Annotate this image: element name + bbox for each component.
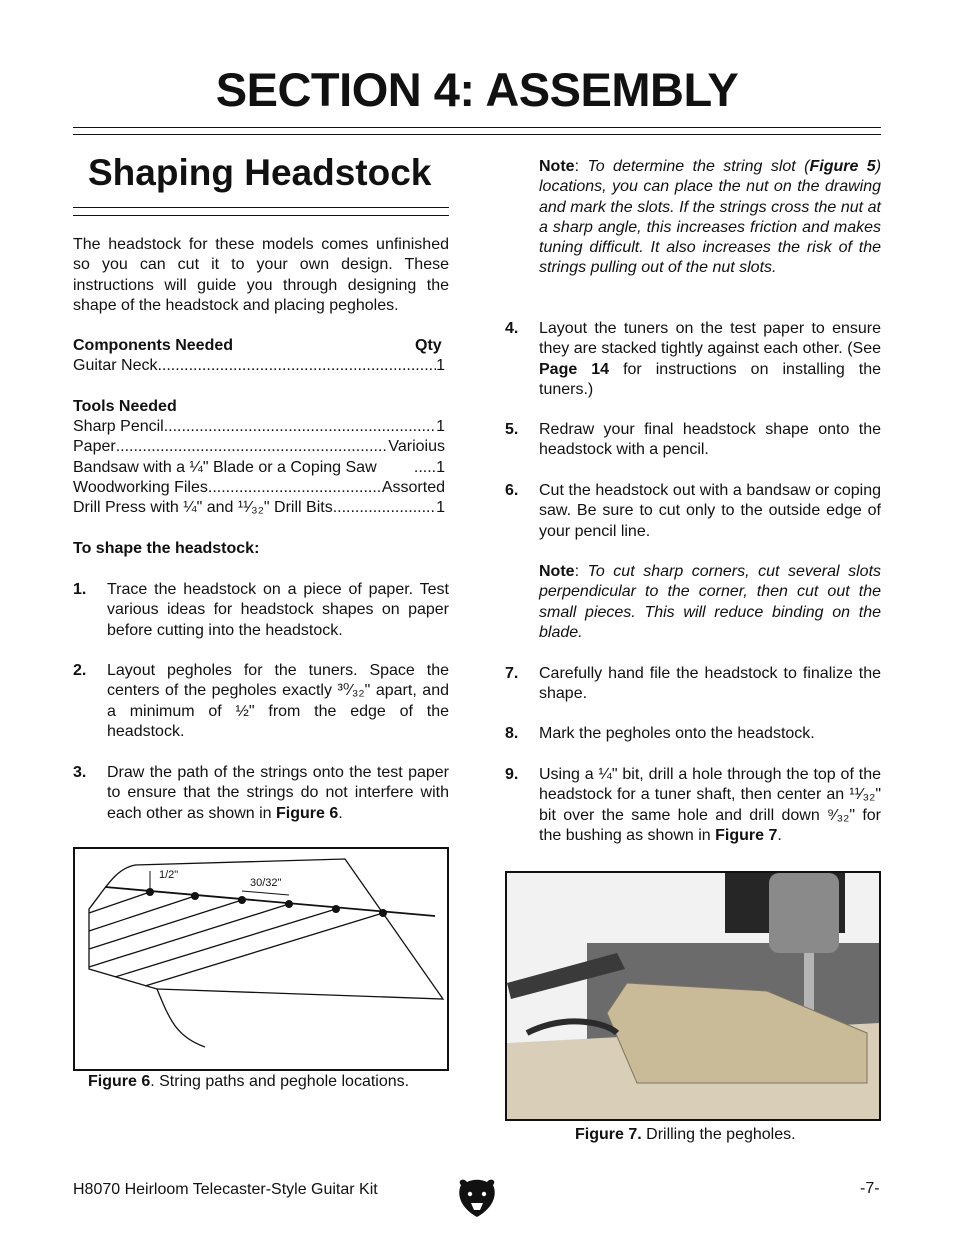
step-9 — [505, 765, 881, 847]
string-path — [89, 900, 242, 949]
tool-qty: .....1 — [413, 459, 445, 476]
leader-dots — [208, 479, 382, 497]
tool-name: Drill Press with ¼" and ¹¹⁄₃₂" Drill Bits — [73, 499, 333, 516]
headstock-edge — [135, 859, 443, 999]
step-number: 7. — [505, 665, 519, 682]
procedure-heading: To shape the headstock: — [73, 540, 260, 557]
leader-dots — [333, 499, 436, 517]
tool-row — [73, 479, 445, 497]
label-peghole-spacing: 30/32" — [250, 877, 282, 889]
step-text: Cut the headstock out with a bandsaw or coping saw. Be sure to cut only to the outside edge of your pencil line. — [539, 482, 881, 540]
step-text — [539, 319, 881, 400]
tool-qty: 1 — [436, 499, 445, 516]
tool-row — [73, 459, 445, 477]
step-7 — [505, 664, 881, 706]
figure-6-caption — [88, 1073, 409, 1091]
tool-qty: Assorted — [381, 479, 445, 496]
drill-chuck — [769, 873, 839, 953]
step-8 — [505, 724, 881, 746]
label-half-inch: 1/2" — [159, 869, 179, 881]
note-label: Note — [539, 158, 575, 175]
components-heading: Components Needed — [73, 337, 234, 354]
leader-dots — [157, 357, 436, 375]
step-1 — [73, 580, 449, 642]
footer-doc-title: H8070 Heirloom Telecaster-Style Guitar Kit — [73, 1181, 378, 1198]
component-row — [73, 357, 445, 375]
figure-6-caption-text: . String paths and peghole locations. — [150, 1073, 410, 1090]
step-number: 9. — [505, 766, 519, 783]
subtitle-rule-bottom — [73, 215, 449, 216]
figure-7 — [505, 871, 881, 1121]
page-number: -7- — [860, 1180, 880, 1197]
note-label: Note — [539, 563, 575, 580]
component-name: Guitar Neck — [73, 357, 158, 374]
step-text: Redraw your final headstock shape onto the headstock with a pencil. — [539, 421, 881, 459]
step-text — [107, 763, 449, 824]
step-text: Trace the headstock on a piece of paper. Test various ideas for headstock shapes on paper before cutting into the headstock. — [107, 581, 449, 639]
step-6 — [505, 481, 881, 543]
step-3 — [73, 763, 449, 825]
tool-row — [73, 438, 445, 456]
string-path — [115, 909, 336, 977]
subtitle-rule-top — [73, 207, 449, 208]
step-text-body: Draw the path of the strings onto the test paper to ensure that the strings do not interfere with each other as shown in — [107, 764, 449, 822]
step-4 — [505, 319, 881, 401]
tool-name: Bandsaw with a ¼" Blade or a Coping Saw — [73, 459, 377, 476]
tools-heading: Tools Needed — [73, 398, 177, 415]
note-body: To determine the string slot ( — [587, 158, 810, 175]
string-path — [89, 892, 150, 913]
peghole-dot — [238, 896, 246, 904]
section-title: SECTION 4: ASSEMBLY — [215, 63, 739, 116]
step-number: 5. — [505, 421, 519, 438]
step-text-body: Layout the tuners on the test paper to ensure they are stacked tightly against each other. (See — [539, 320, 881, 358]
step-text: Layout pegholes for the tuners. Space the centers of the pegholes exactly ³⁰⁄₃₂" apart, and a minimum of ½" from the edge of the headstock. — [107, 662, 449, 740]
peghole-dot — [379, 909, 387, 917]
figure-reference: Figure 6 — [276, 804, 339, 822]
tool-name: Paper — [73, 438, 116, 455]
components-qty-heading: Qty — [415, 337, 442, 354]
tool-row — [73, 418, 445, 436]
step-number: 2. — [73, 662, 87, 679]
note-2 — [539, 562, 881, 643]
step-text-end: . — [777, 826, 782, 844]
step-2 — [73, 661, 449, 743]
step-number: 8. — [505, 725, 519, 742]
tool-name: Sharp Pencil — [73, 418, 164, 435]
note-body-end: ) locations, you can place the nut on the drawing and mark the slots. If the strings cross the nut at a sharp angle, this increases friction and makes tuning difficult. It also increases the risk of the strings pulling out of the nut slots. — [539, 158, 882, 277]
intro-paragraph: The headstock for these models comes unfinished so you can cut it to your own design. These instructions will guide you through designing the shape of the headstock and placing pegholes. — [73, 236, 449, 314]
note-1-text: Note: To determine the string slot (Figure 5) locations, you can place the nut on the drawing and mark the slots. If the strings cross the nut at a sharp angle, this increases friction and makes tuning difficult. It also increases the risk of the strings pulling out of the nut slots. — [539, 158, 882, 277]
tool-name: Woodworking Files — [73, 479, 208, 496]
drill-press-photo — [507, 873, 879, 1119]
peghole-dot — [332, 905, 340, 913]
leader-dots — [164, 418, 436, 436]
step-5 — [505, 420, 881, 462]
figure-reference: Figure 5 — [809, 158, 876, 175]
figure-6 — [73, 847, 449, 1071]
figure-7-label: Figure 7. — [575, 1126, 642, 1143]
step-text-end: . — [338, 804, 343, 822]
subsection-title: Shaping Headstock — [88, 152, 432, 193]
step-number: 6. — [505, 482, 519, 499]
step-text-body: Using a ¼" bit, drill a hole through the top of the headstock for a tuner shaft, then center an ¹¹⁄₃₂" bit over the same hole and drill down ⁹⁄₃₂" for the bushing as shown in — [539, 766, 881, 844]
step-number: 3. — [73, 764, 87, 781]
header-rule-bottom — [73, 134, 881, 135]
page-reference: Page 14 — [539, 360, 610, 378]
figure-7-caption-text: Drilling the pegholes. — [641, 1126, 796, 1143]
tool-row — [73, 499, 445, 517]
step-number: 1. — [73, 581, 87, 598]
peghole-dot — [191, 892, 199, 900]
step-text: Carefully hand file the headstock to finalize the shape. — [539, 665, 881, 703]
leader-dots — [116, 438, 389, 456]
peghole-dot — [146, 888, 154, 896]
header-rule-top — [73, 127, 881, 128]
step-text — [539, 765, 881, 846]
tool-qty: 1 — [436, 418, 445, 435]
figure-reference: Figure 7 — [715, 826, 778, 844]
peghole-dot — [285, 900, 293, 908]
note-1 — [539, 157, 881, 279]
note-body: To cut sharp corners, cut several slots perpendicular to the corner, then cut out the small pieces. This will reduce binding on the blade. — [539, 563, 882, 641]
string-path — [145, 913, 383, 986]
step-text: Mark the pegholes onto the headstock. — [539, 725, 815, 742]
bear-logo — [455, 1177, 499, 1219]
note-2-text: Note: To cut sharp corners, cut several slots perpendicular to the corner, then cut out the small pieces. This will reduce binding on the blade. — [539, 563, 882, 641]
figure-7-caption — [575, 1126, 796, 1144]
step-number: 4. — [505, 320, 519, 337]
tool-qty: Varioius — [388, 438, 445, 455]
figure-6-label: Figure 6 — [88, 1073, 151, 1090]
component-qty: 1 — [436, 357, 445, 374]
string-path — [89, 896, 195, 931]
dimension-spacing — [242, 891, 289, 895]
string-path — [89, 904, 289, 967]
step-text-end: for instructions on installing the tuners.) — [539, 360, 882, 398]
